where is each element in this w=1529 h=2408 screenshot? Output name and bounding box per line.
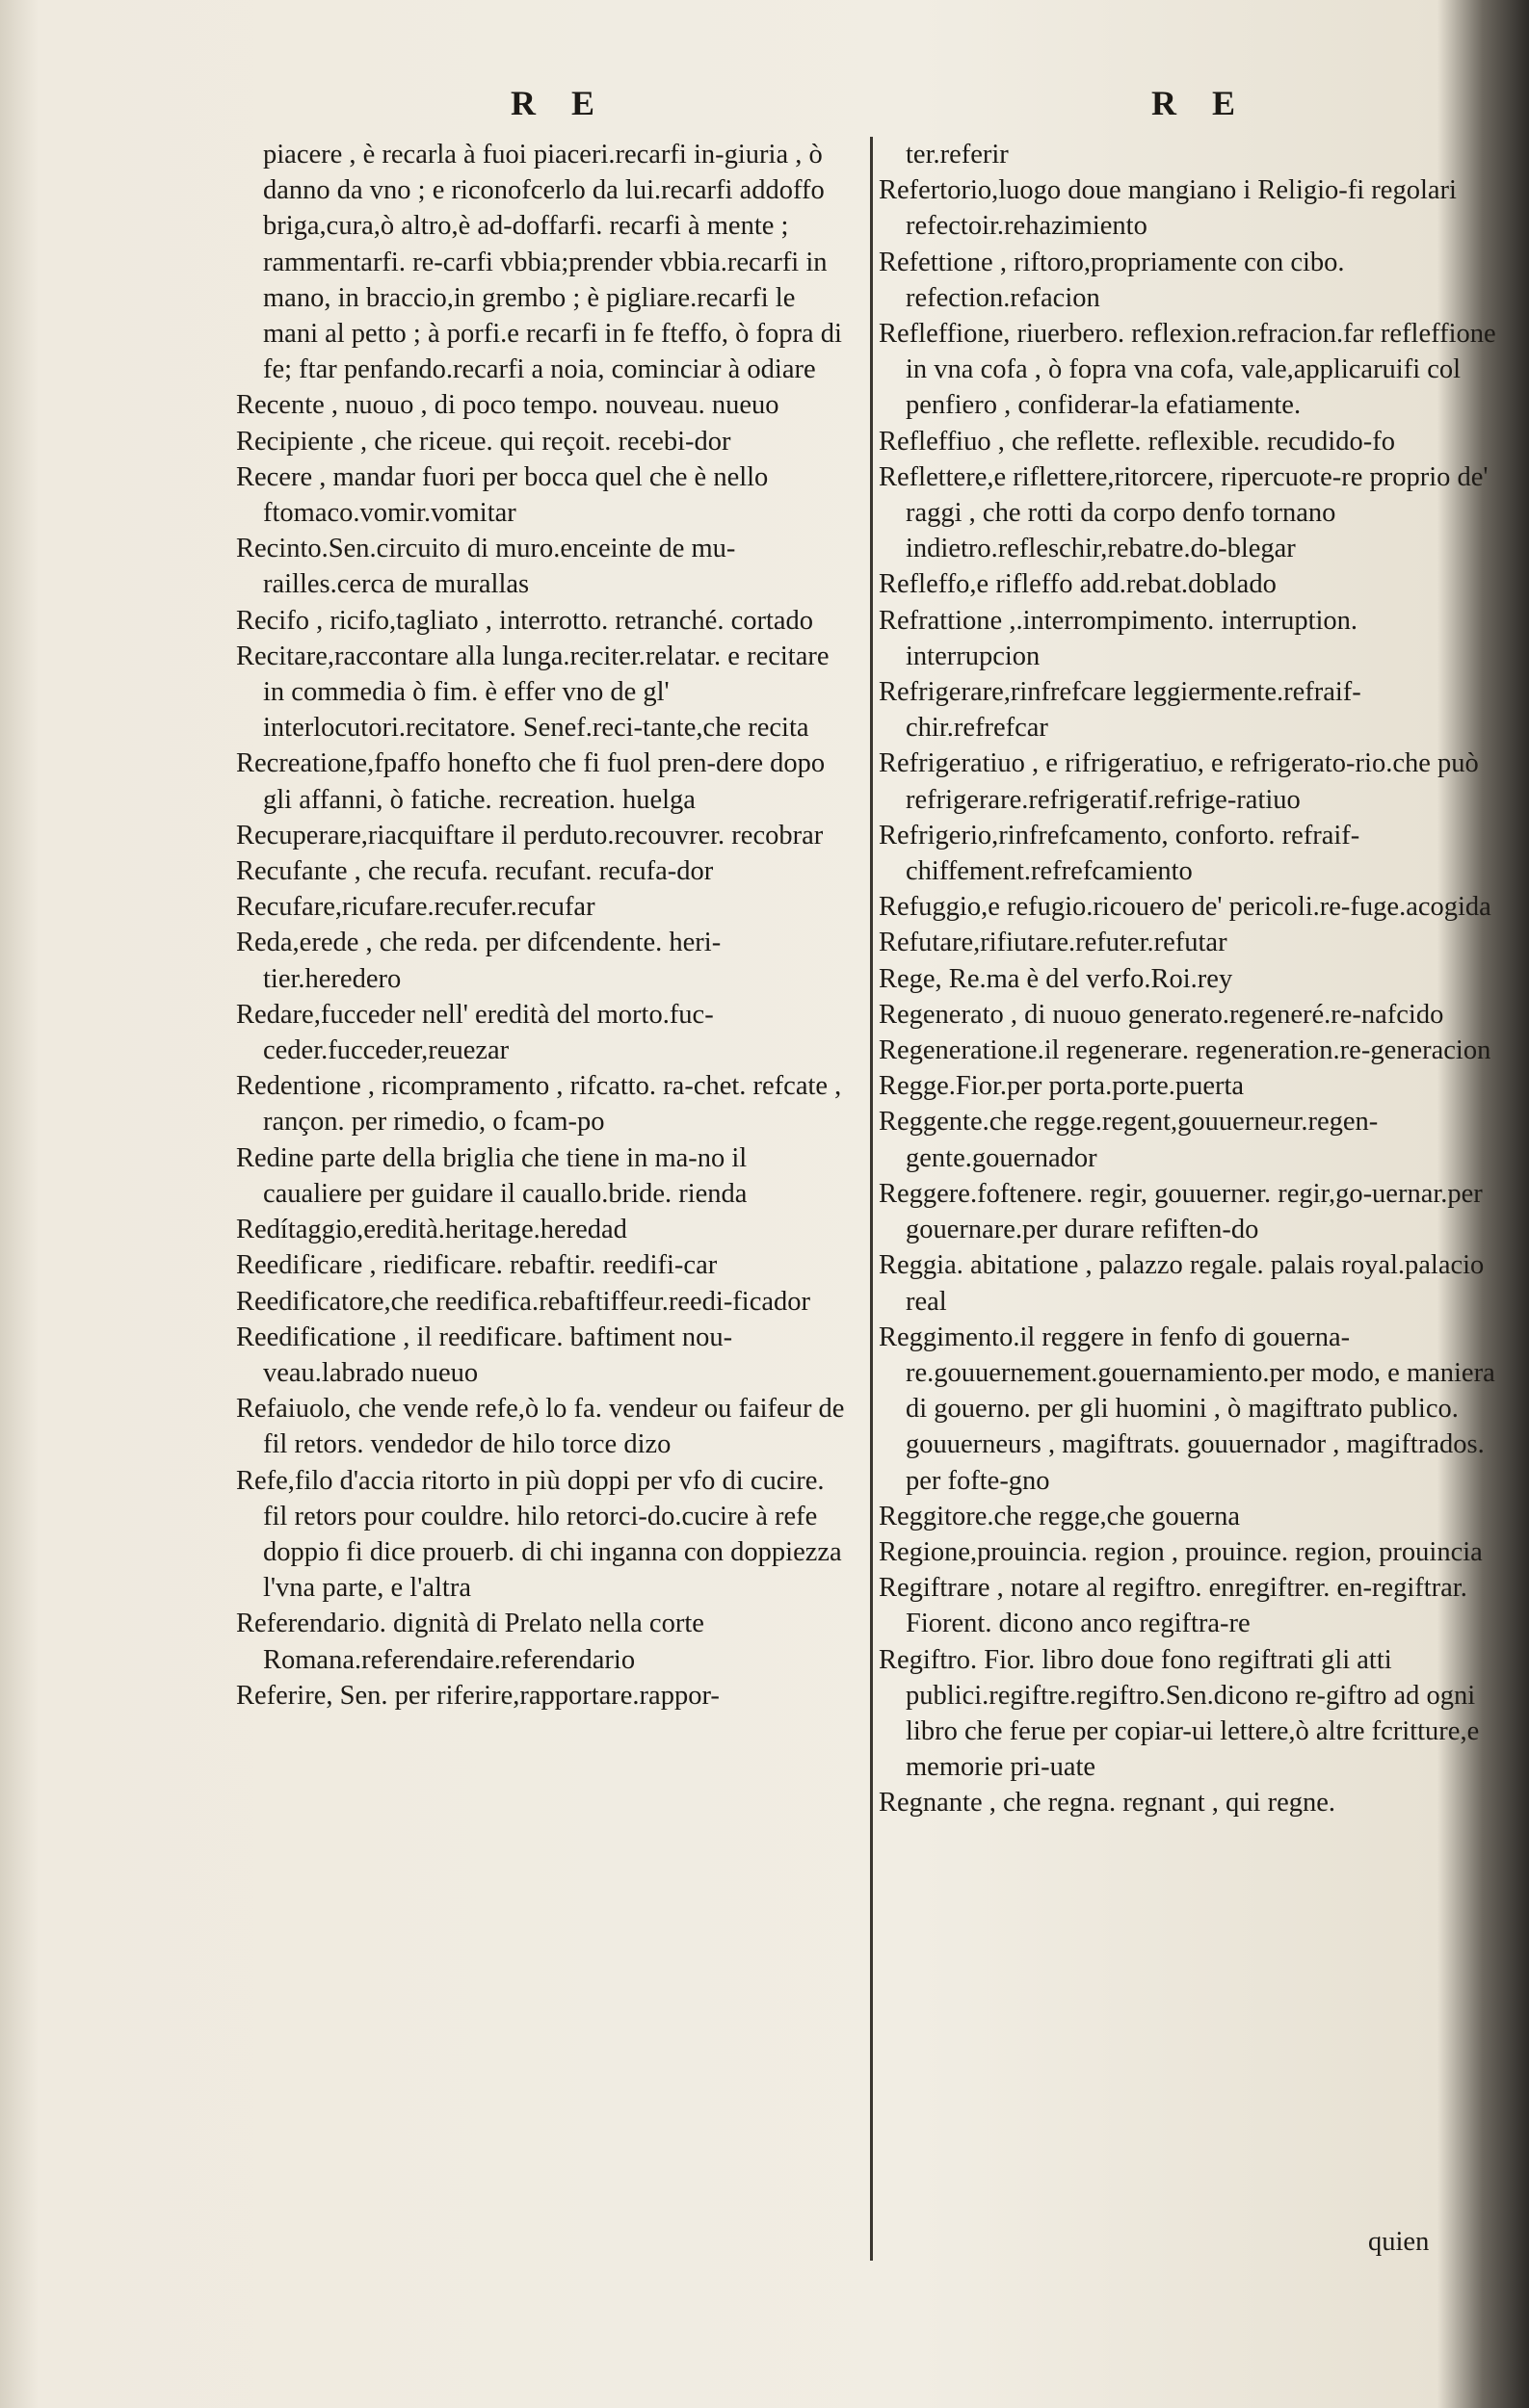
dictionary-entry: Redare,fucceder nell' eredità del morto.fuc-ceder.fucceder,reuezar	[236, 999, 714, 1066]
dictionary-entry: Refrigerio,rinfrefcamento, conforto. refraif-chiffement.refrefcamiento	[879, 820, 1360, 887]
dictionary-entry: Regnante , che regna. regnant , qui regne.	[879, 1788, 1336, 1819]
dictionary-entry: Refettione , riftoro,propriamente con cibo. refection.refacion	[879, 247, 1345, 313]
dictionary-entry: Refleffiuo , che reflette. reflexible. recudido-fo	[879, 426, 1395, 457]
dictionary-entry: ter.referir	[906, 140, 1009, 170]
dictionary-entry: Rege, Re.ma è del verfo.Roi.rey	[879, 963, 1233, 994]
dictionary-entry: Recere , mandar fuori per bocca quel che è nello ftomaco.vomir.vomitar	[236, 461, 769, 529]
dictionary-entry: Reflettere,e riflettere,ritorcere, ripercuote-re proprio de' raggi , che rotti da corpo denfo tornano indietro.refleschir,rebatre.do-blegar	[879, 461, 1489, 564]
dictionary-entry: Refutare,rifiutare.refuter.refutar	[879, 928, 1227, 958]
dictionary-entry: piacere , è recarla à fuoi piaceri.recarfi in-giuria , ò danno da vno ; e riconofcerlo da lui.recarfi addoffo briga,cura,ò altro,è ad-doffarfi. recarfi à mente ; rammentarfi. re-carfi vbbia;prender vbbia.recarfi in mano, in braccio,in grembo ; è pigliare.recarfi le mani al petto ; à porfi.e recarfi in fe fteffo, ò fopra di fe; ftar penfando.recarfi a noia, cominciar à odiare	[263, 140, 842, 385]
dictionary-entry: Regeneratione.il regenerare. regeneration.re-generacion	[879, 1035, 1491, 1066]
column-rule	[870, 137, 873, 2261]
dictionary-entry: Refrattione ,.interrompimento. interruption. interrupcion	[879, 605, 1358, 671]
dictionary-entry: Recitare,raccontare alla lunga.reciter.relatar. e recitare in commedia ò fim. è effer vno de gl' interlocutori.recitatore. Senef.reci-tante,che recita	[236, 641, 830, 744]
catchword: quien	[1368, 2227, 1430, 2257]
dictionary-entry: Refleffione, riuerbero. reflexion.refracion.far refleffione in vna cofa , ò fopra vna cofa, vale,applicaruifi col penfiero , confiderar-la efatiamente.	[879, 319, 1496, 421]
right-running-head: R E	[1151, 84, 1250, 122]
dictionary-entry: Reggere.foftenere. regir, gouuerner. regir,go-uernar.per gouernare.per durare refiften-do	[879, 1178, 1483, 1245]
dictionary-entry: Refe,filo d'accia ritorto in più doppi per vfo di cucire. fil retors pour couldre. hilo retorci-do.cucire à refe doppio fi dice prouerb. di chi inganna con doppiezza l'vna parte, e l'altra	[236, 1465, 842, 1604]
dictionary-entry: Recufare,ricufare.recufer.recufar	[236, 892, 595, 923]
dictionary-entry: Redítaggio,eredità.heritage.heredad	[236, 1215, 627, 1245]
left-column	[236, 137, 853, 1714]
dictionary-entry: Refleffo,e rifleffo add.rebat.doblado	[879, 569, 1277, 600]
dictionary-entry: Regge.Fior.per porta.porte.puerta	[879, 1071, 1245, 1102]
dictionary-entry: Recufante , che recufa. recufant. recufa-dor	[236, 856, 714, 887]
left-running-head: R E	[511, 84, 609, 122]
dictionary-entry: Redine parte della briglia che tiene in ma-no il caualiere per guidare il cauallo.bride. rienda	[236, 1142, 748, 1209]
dictionary-entry: Referendario. dignità di Prelato nella corte Romana.referendaire.referendario	[236, 1609, 704, 1675]
dictionary-entry: Refrigeratiuo , e rifrigeratiuo, e refrigerato-rio.che può refrigerare.refrigeratif.refrige-ratiuo	[879, 748, 1479, 815]
dictionary-entry: Reedificatione , il reedificare. baftiment nou-veau.labrado nueuo	[236, 1322, 733, 1388]
dictionary-entry: Recifo , ricifo,tagliato , interrotto. retranché. cortado	[236, 605, 814, 636]
dictionary-entry: Recipiente , che riceue. qui reçoit. recebi-dor	[236, 426, 731, 457]
dictionary-entry: Refertorio,luogo doue mangiano i Religio-fi regolari refectoir.rehazimiento	[879, 175, 1457, 242]
dictionary-entry: Refuggio,e refugio.ricouero de' pericoli.re-fuge.acogida	[879, 892, 1491, 923]
dictionary-entry: Regione,prouincia. region , prouince. region, prouincia	[879, 1536, 1483, 1567]
dictionary-entry: Recinto.Sen.circuito di muro.enceinte de mu-railles.cerca de murallas	[236, 534, 736, 600]
dictionary-entry: Reedificare , riedificare. rebaftir. reedifi-car	[236, 1250, 718, 1281]
dictionary-entry: Reda,erede , che reda. per difcendente. heri-tier.heredero	[236, 928, 722, 994]
dictionary-entry: Reedificatore,che reedifica.rebaftiffeur.reedi-ficador	[236, 1286, 811, 1317]
dictionary-entry: Regiftro. Fior. libro doue fono regiftrati gli atti publici.regiftre.regiftro.Sen.dicono re-giftro ad ogni libro che ferue per copiar-ui lettere,ò altre fcritture,e memorie pri-uate	[879, 1644, 1480, 1783]
dictionary-entry: Refrigerare,rinfrefcare leggiermente.refraif-chir.refrefcar	[879, 677, 1361, 744]
dictionary-entry: Reggia. abitatione , palazzo regale. palais royal.palacio real	[879, 1250, 1485, 1317]
dictionary-entry: Recuperare,riacquiftare il perduto.recouvrer. recobrar	[236, 820, 824, 851]
dictionary-entry: Redentione , ricompramento , rifcatto. ra-chet. refcate , rançon. per rimedio, o fcam-po	[236, 1071, 842, 1138]
dictionary-entry: Referire, Sen. per riferire,rapportare.rappor-	[236, 1680, 720, 1711]
dictionary-entry: Recente , nuouo , di poco tempo. nouveau. nueuo	[236, 390, 779, 421]
dictionary-entry: Reggimento.il reggere in fenfo di gouerna-re.gouuernement.gouernamiento.per modo, e maniera di gouerno. per gli huomini , ò magiftrato publico. gouuerneurs , magiftrats. gouuernador , magiftrados. per fofte-gno	[879, 1322, 1495, 1496]
dictionary-entry: Regenerato , di nuouo generato.regeneré.re-nafcido	[879, 999, 1444, 1030]
dictionary-entry: Regiftrare , notare al regiftro. enregiftrer. en-regiftrar. Fiorent. dicono anco regiftra-re	[879, 1573, 1467, 1639]
dictionary-entry: Recreatione,fpaffo honefto che fi fuol pren-dere dopo gli affanni, ò fatiche. recreation. huelga	[236, 748, 826, 815]
dictionary-entry: Refaiuolo, che vende refe,ò lo fa. vendeur ou faifeur de fil retors. vendedor de hilo torce dizo	[236, 1394, 845, 1460]
right-column	[879, 137, 1498, 1821]
dictionary-entry: Reggitore.che regge,che gouerna	[879, 1501, 1241, 1531]
dictionary-entry: Reggente.che regge.regent,gouuerneur.regen-gente.gouernador	[879, 1107, 1379, 1173]
